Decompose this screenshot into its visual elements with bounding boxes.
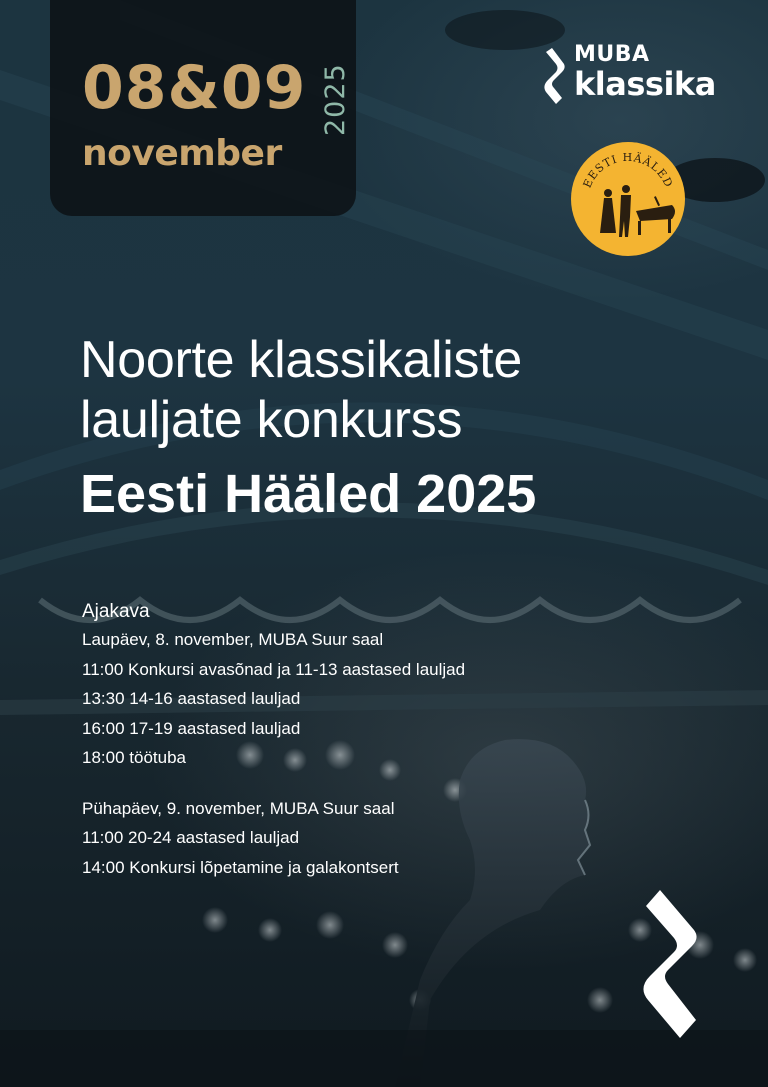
muba-wave-icon	[542, 46, 568, 104]
headline	[80, 330, 720, 524]
day1-heading: Laupäev, 8. november, MUBA Suur saal	[82, 630, 384, 649]
headline-line-1: Noorte klassikaliste	[80, 331, 522, 389]
brand-muba-text: MUBA	[574, 42, 650, 67]
event-month: november	[82, 133, 282, 174]
event-days: 08&09	[82, 53, 307, 123]
headline-event-title: Eesti Hääled 2025	[80, 464, 537, 524]
badge-arc-text: EESTI HÄÄLED	[580, 150, 676, 190]
badge-emblem	[570, 141, 686, 257]
schedule-item: 13:30 14-16 aastased lauljad	[82, 689, 301, 708]
muba-klassika-logo	[542, 44, 722, 106]
schedule-item: 14:00 Konkursi lõpetamine ja galakontsert	[82, 857, 399, 877]
schedule-item: 16:00 17-19 aastased lauljad	[82, 718, 301, 738]
eesti-haaled-badge	[570, 141, 686, 257]
event-year: 2025	[320, 63, 351, 136]
schedule-item: 18:00 töötuba	[82, 748, 186, 767]
schedule	[82, 598, 602, 882]
schedule-item: 11:00 Konkursi avasõnad ja 11-13 aastased lauljad	[82, 659, 466, 679]
schedule-title: Ajakava	[82, 601, 150, 622]
schedule-spacer	[82, 773, 602, 794]
headline-line-2: lauljate konkurss	[80, 391, 463, 449]
brand-klassika-text: klassika	[574, 65, 716, 103]
day2-heading: Pühapäev, 9. november, MUBA Suur saal	[82, 798, 395, 818]
muba-wave-large-icon	[638, 888, 704, 1040]
schedule-item: 11:00 20-24 aastased lauljad	[82, 828, 300, 847]
